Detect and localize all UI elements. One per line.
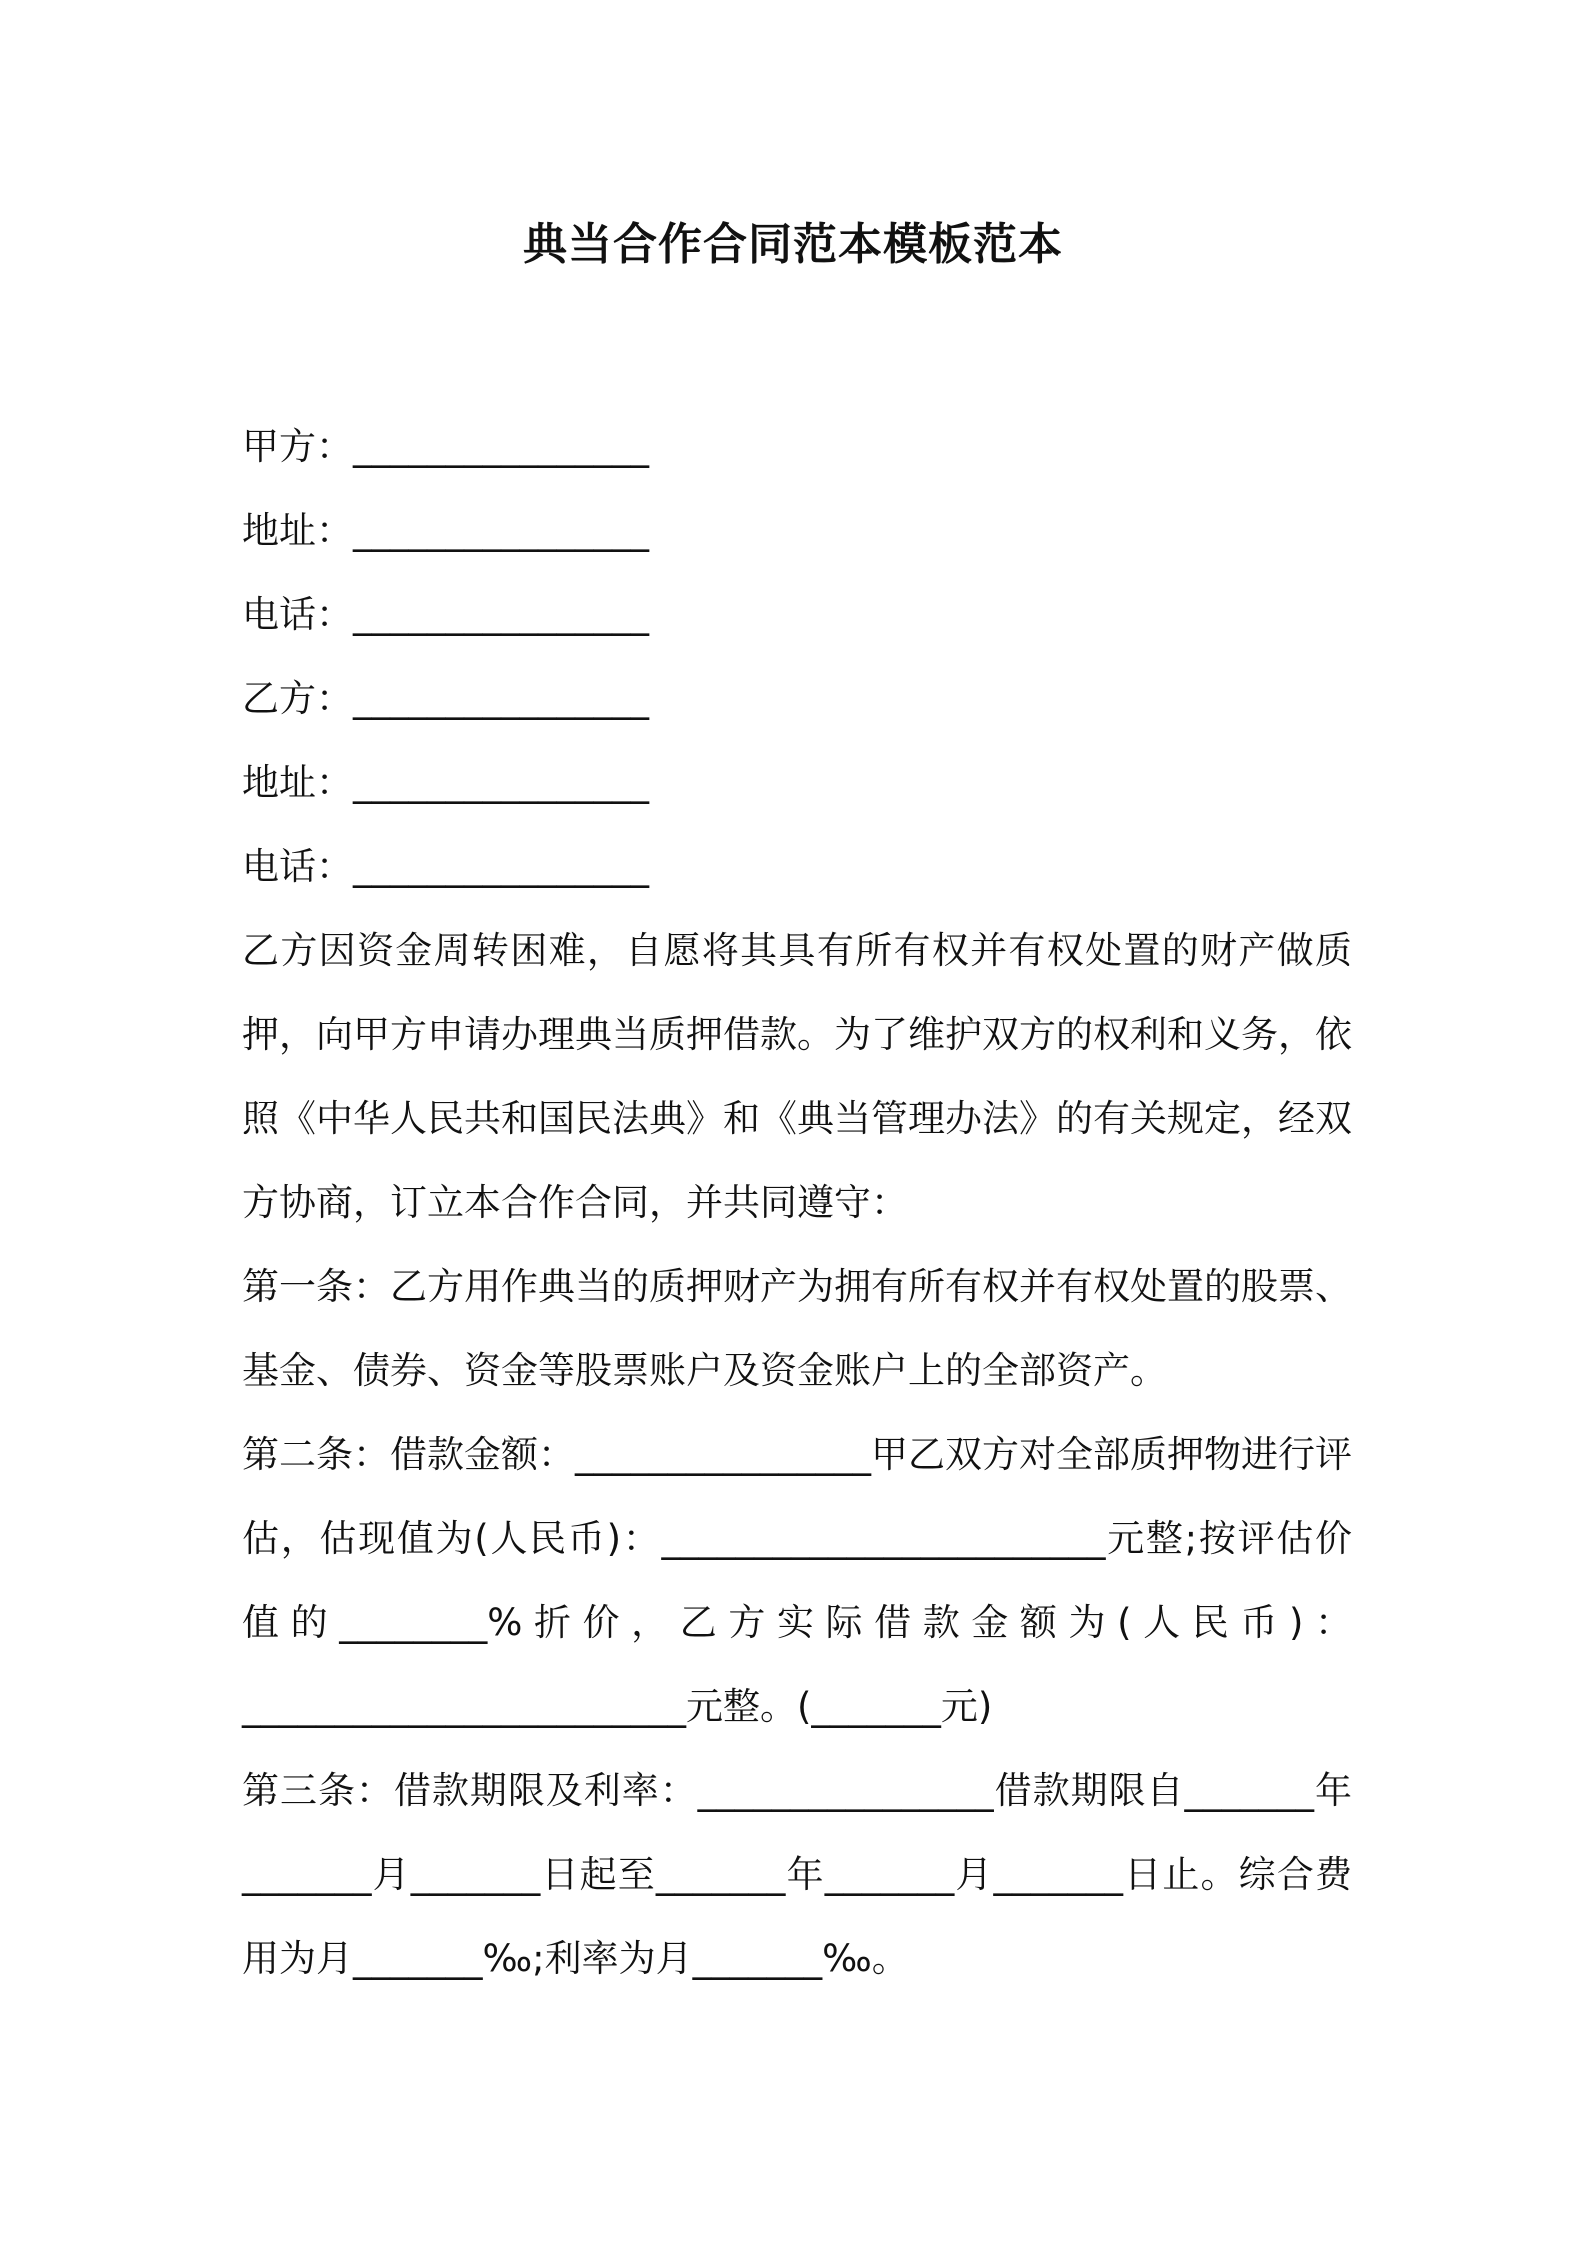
article-3-paragraph bbox=[242, 1749, 1352, 2001]
article-1-paragraph bbox=[242, 1245, 1352, 1413]
article-2-paragraph bbox=[242, 1413, 1352, 1749]
party-a-address-field: 地址：________________ bbox=[242, 509, 649, 552]
party-b-phone-field: 电话：________________ bbox=[242, 845, 649, 888]
article-2-text: 第二条：借款金额：________________甲乙双方对全部质押物进行评估，估现值为(人民币)：________________________元整;按评估价值的________%折价，乙方实际借款金额为(人民币)：________________________元整。(_______元) bbox=[242, 1433, 1352, 1728]
document-body bbox=[242, 405, 1352, 2001]
party-a-field: 甲方：________________ bbox=[242, 425, 649, 468]
article-3-text: 第三条：借款期限及利率：________________借款期限自_______年_______月_______日起至_______年_______月_______日止。综合费用为月_______‰;利率为月_______‰。 bbox=[242, 1769, 1352, 1980]
document-title: 典当合作合同范本模板范本 bbox=[523, 219, 1063, 270]
party-a-phone-field: 电话：________________ bbox=[242, 593, 649, 636]
contract-intro-paragraph bbox=[242, 909, 1352, 1245]
party-b-address-field: 地址：________________ bbox=[242, 761, 649, 804]
party-b-field: 乙方：________________ bbox=[242, 677, 649, 720]
contract-intro-text: 乙方因资金周转困难，自愿将其具有所有权并有权处置的财产做质押，向甲方申请办理典当质押借款。为了维护双方的权利和义务，依照《中华人民共和国民法典》和《典当管理办法》的有关规定，经双方协商，订立本合作合同，并共同遵守： bbox=[242, 929, 1352, 1224]
article-1-text: 第一条：乙方用作典当的质押财产为拥有所有权并有权处置的股票、基金、债券、资金等股票账户及资金账户上的全部资产。 bbox=[242, 1265, 1352, 1392]
